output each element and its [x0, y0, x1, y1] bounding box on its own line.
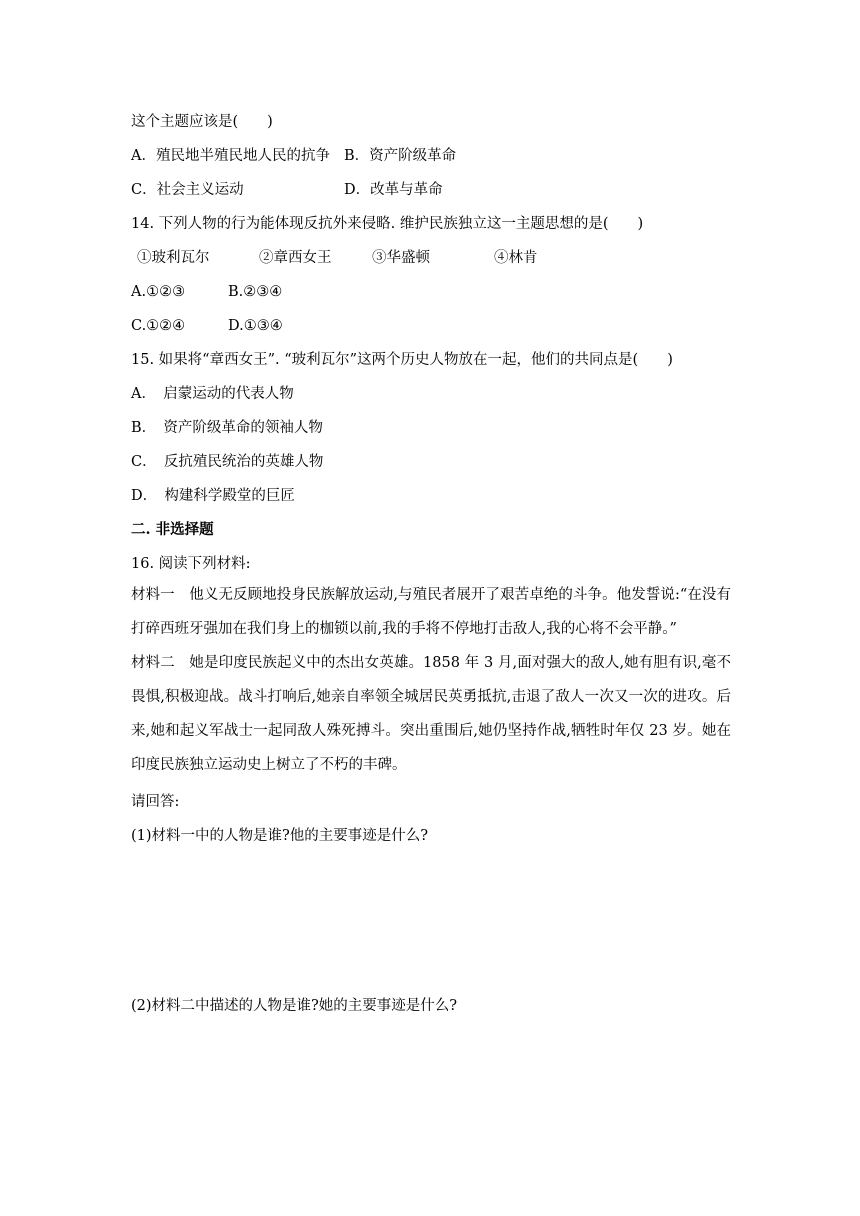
q16-sub-question-2: (2)材料二中描述的人物是谁?她的主要事迹是什么?: [131, 998, 458, 1014]
q15-stem: 15. 如果将“章西女王”. “玻利瓦尔”这两个历史人物放在一起，他们的共同点是( ): [131, 352, 673, 368]
q14-option-a: A.①②③: [131, 284, 186, 300]
q13-option-c: C．社会主义运动: [131, 182, 244, 198]
q15-option-a: A． 启蒙运动的代表人物: [131, 386, 294, 402]
q13-option-d: D．改革与革命: [344, 182, 443, 198]
q14-item-4: ④林肯: [494, 250, 538, 266]
q16-material-1: 材料一 他义无反顾地投身民族解放运动,与殖民者展开了艰苦卓绝的斗争。他发誓说:“在没有打碎西班牙强加在我们身上的枷锁以前,我的手将不停地打击敌人,我的心将不会平静。”: [131, 587, 731, 637]
q14-option-b: B.②③④: [228, 284, 283, 300]
q13-option-a: A．殖民地半殖民地人民的抗争: [131, 148, 330, 164]
q13-stem-tail: 这个主题应该是( ): [131, 114, 273, 130]
q14-stem: 14. 下列人物的行为能体现反抗外来侵略. 维护民族独立这一主题思想的是( ): [131, 216, 644, 232]
q16-material-2: 材料二 她是印度民族起义中的杰出女英雄。1858 年 3 月,面对强大的敌人,她有胆有识,毫不畏惧,积极迎战。战斗打响后,她亲自率领全城居民英勇抵抗,击退了敌人一次又一次的进攻。后来,她和起义军战士一起同敌人殊死搏斗。突出重围后,她仍坚持作战,牺牲时年仅 23 岁。她在印度民族独立运动史上树立了不朽的丰碑。: [131, 655, 731, 773]
q16-stem: 16. 阅读下列材料:: [131, 556, 251, 572]
q14-item-1: ①玻利瓦尔: [137, 250, 210, 266]
q15-option-d: D． 构建科学殿堂的巨匠: [131, 488, 295, 504]
q15-option-c: C． 反抗殖民统治的英雄人物: [131, 454, 324, 470]
q16-sub-question-1: (1)材料一中的人物是谁?他的主要事迹是什么?: [131, 828, 429, 844]
q14-item-3: ③华盛顿: [372, 250, 430, 266]
q14-item-2: ②章西女王: [259, 250, 332, 266]
q16-prompt: 请回答:: [131, 794, 180, 810]
q14-option-d: D.①③④: [228, 318, 283, 334]
section-title: 二. 非选择题: [131, 521, 214, 538]
q15-option-b: B． 资产阶级革命的领袖人物: [131, 420, 323, 436]
q14-option-c: C.①②④: [131, 318, 186, 334]
q13-option-b: B．资产阶级革命: [344, 148, 457, 164]
